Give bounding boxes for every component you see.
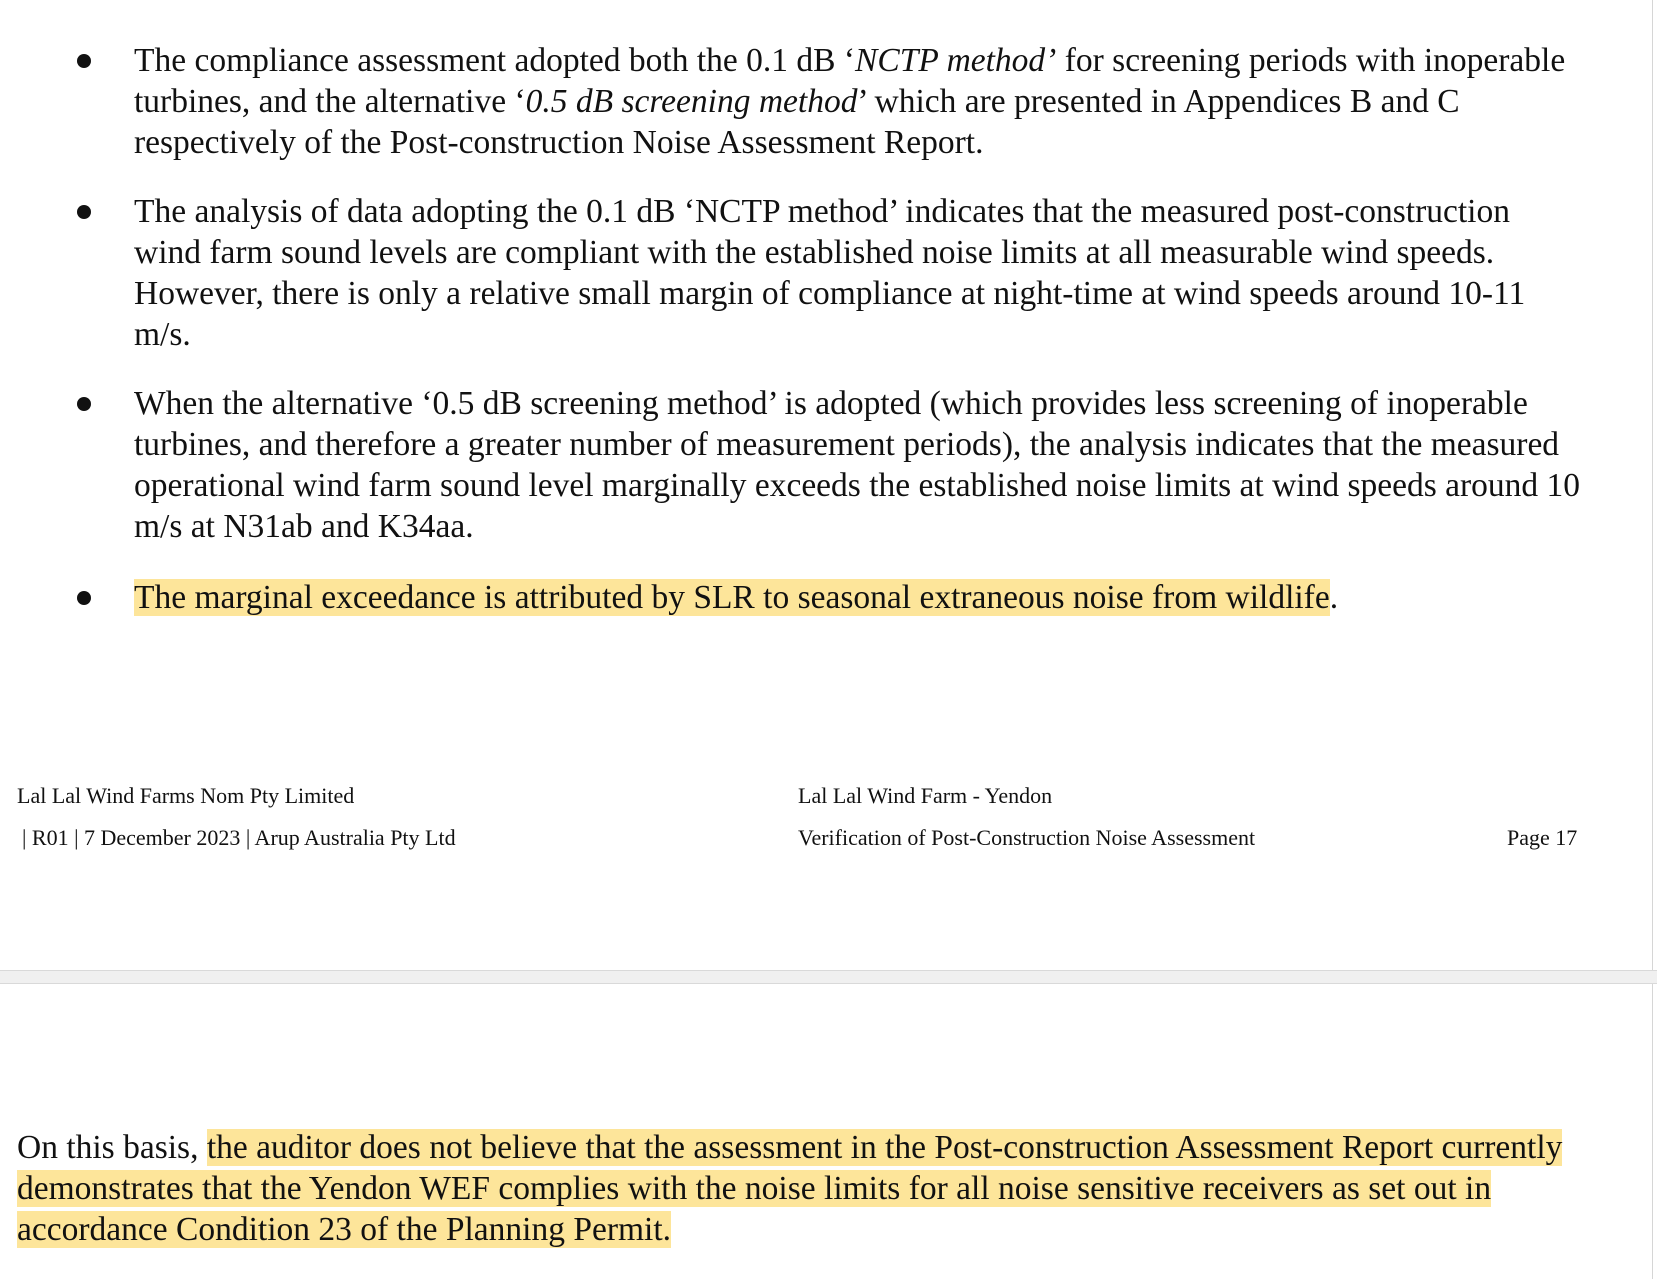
footer-project-name: Lal Lal Wind Farm - Yendon xyxy=(798,783,1053,808)
page-separator xyxy=(0,970,1657,984)
footer-document-title: Verification of Post-Construction Noise Assessment xyxy=(798,825,1256,850)
bullet-icon xyxy=(77,591,91,605)
bullet-text: When the alternative ‘0.5 dB screening method’ is adopted (which provides less screening of inoperable turbines, and therefore a greater number of measurement periods), the analysis indicates that the measured operational wind farm sound level marginally exceeds the established noise limits at wind speeds around 10 m/s at N31ab and K34aa. xyxy=(134,385,1581,545)
bullet-text-italic: NCTP method’ xyxy=(855,42,1057,79)
footer-page-number: Page 17 xyxy=(1507,825,1578,850)
bullet-text-italic: 0.5 dB screening method xyxy=(525,83,858,120)
document-page-18 xyxy=(0,984,1653,1279)
bullet-icon xyxy=(77,397,91,411)
footer-company-name: Lal Lal Wind Farms Nom Pty Limited xyxy=(17,783,355,808)
conclusion-paragraph xyxy=(17,1127,1577,1250)
bullet-icon xyxy=(77,54,91,68)
conclusion-lead-text: On this basis, xyxy=(17,1129,207,1166)
bullet-text: The analysis of data adopting the 0.1 dB ‘NCTP method’ indicates that the measured post-construction wind farm sound levels are compliant with the established noise limits at all measurable wind speeds. However, there is only a relative small margin of compliance at night-time at wind speeds around 10-11 m/s. xyxy=(134,193,1526,353)
bullet-text-segment: . xyxy=(1329,579,1339,616)
bullet-text xyxy=(134,577,1584,618)
bullet-text-segment: for screening periods with inoperable turbines, and the alternative ‘ xyxy=(134,42,1566,120)
highlighted-text: The marginal exceedance is attributed by SLR to seasonal extraneous noise from wildlife xyxy=(134,579,1330,616)
footer-report-reference: | R01 | 7 December 2023 | Arup Australia Pty Ltd xyxy=(22,825,456,850)
bullet-text-segment: The compliance assessment adopted both the 0.1 dB ‘ xyxy=(134,42,856,79)
bullet-text-segment: ’ which are presented in Appendices B and C respectively of the Post-construction Noise Assessment Report. xyxy=(134,83,1460,161)
highlighted-text: the auditor does not believe that the assessment in the Post-construction Assessment Report currently demonstrates that the Yendon WEF complies with the noise limits for all noise sensitive receivers as set out in accordance Condition 23 of the Planning Permit. xyxy=(17,1129,1563,1248)
bullet-text xyxy=(134,40,1584,163)
bullet-icon xyxy=(77,205,91,219)
